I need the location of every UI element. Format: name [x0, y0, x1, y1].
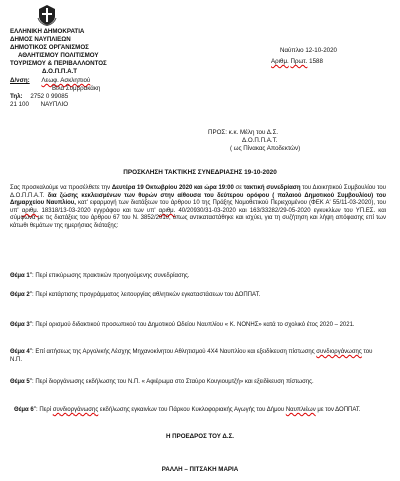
topic-text-end: με τον ΔΟΠΠΑΤ. [315, 407, 361, 413]
protocol-label-a: Αριθμ. [271, 58, 289, 65]
topic-label: Θέμα 3 [10, 322, 30, 328]
document-title: ΠΡΟΣΚΛΗΣΗ ΤΑΚΤΙΚΗΣ ΣΥΝΕΔΡΙΑΣΗΣ 19-10-2020 [123, 169, 277, 176]
header-line-4: ΑΘΛΗΤΙΣΜΟΥ ΠΟΛΙΤΙΣΜΟΥ [18, 52, 99, 59]
topic-text-mid: εκδήλωσης εγκαινίων του Πάρκου Κυκλοφοριακής Αγωγής του Δήμου [98, 407, 286, 413]
date-line: Ναύπλιο 12-10-2020 [280, 47, 337, 54]
protocol-number: 1588 [309, 58, 323, 65]
topic-text-underlined: συνδιοργάνωσης [316, 349, 362, 355]
topic-1 [10, 269, 386, 281]
topic-sup: ο [29, 270, 32, 275]
topic-label: Θέμα 5 [10, 379, 30, 385]
topic-text-underlined-2: Ναυπλιέων [285, 407, 316, 413]
topic-label: Θέμα 2 [10, 292, 30, 298]
recipient-block [208, 129, 368, 153]
topic-5 [10, 375, 386, 387]
topic-sup: ο [29, 289, 32, 294]
intro-regular: τακτική συνεδρίαση [243, 185, 301, 191]
topic-text: : Περί διοργάνωσης εκδήλωσης του Ν.Π. « Αφιέρωμα στο Σταύρο Κουγιουμτζή» και εξειδίκευση πίστωσης. [31, 379, 314, 385]
phone-value: 2752 0 99085 [30, 93, 69, 100]
header-line-3: ΔΗΜΟΤΙΚΟΣ ΟΡΓΑΝΙΣΜΟΣ [10, 44, 89, 51]
city: ΝΑΥΠΛΙΟ [40, 101, 69, 108]
topic-label: Θέμα 1 [10, 273, 30, 279]
topic-label: Θέμα 4 [10, 349, 30, 355]
topic-text-end: του Ν.Π. [10, 349, 373, 363]
topic-sup: ο [29, 319, 32, 324]
topic-text: : Περί ορισμού διδακτικού προσωπικού του Δημοτικού Ωδείου Ναυπλίου « Κ. ΝΟΝΗΣ» κατά το σχολικό έτος 2020 – 2021. [31, 322, 355, 328]
header-line-2: ΔΗΜΟΣ ΝΑΥΠΛΙΕΩΝ [10, 36, 71, 43]
intro-arithm-2: αριθμ. [158, 207, 176, 214]
address-block [10, 77, 180, 109]
header-line-5: ΤΟΥΡΙΣΜΟΥ & ΠΕΡΙΒΑΛΛΟΝΤΟΣ [10, 60, 107, 67]
address-value-2: Βίλα Συμβρακάκη [52, 85, 101, 92]
recipient-line-3: ( ως Πίνακας Αποδεκτών) [230, 145, 301, 152]
topic-text: : Περί [35, 407, 53, 413]
topic-sup: ο [29, 346, 32, 351]
topic-2 [10, 288, 386, 300]
topic-4 [10, 345, 386, 364]
intro-text-4: κατ' εφαρμογή των διατάξεων του άρθρου 10 της Πράξης Νομοθετικού Περιεχομένου (ΦΕΚ Α' 55/11-03-2020), του υπ' [10, 200, 386, 214]
address-label: Δ/νση: [10, 77, 30, 84]
intro-arithm-1: αριθμ. [21, 207, 39, 214]
topic-text-underlined: συνδιοργάνωσης [52, 407, 99, 413]
protocol-label-b: Πρωτ. [290, 58, 308, 65]
intro-text-5: 18318/13-03-2020 εγγράφου και των υπ' [38, 207, 159, 214]
intro-text-6: 40/20930/31-03-2020 και 163/33282/29-05-2020 εγκυκλίων του ΥΠ.ΕΣ. και σύμφωνα με τις διατάξεις του άρθρου 67 του Ν. 3852/2010, όπως αντικαταστάθηκε και ισχύει, για τη συζήτηση και λήψη απόφασης επί των κάτωθι θεμάτων της ημερήσιας διάταξης: [10, 207, 387, 229]
topic-6 [14, 403, 386, 415]
postal-code: 21 100 [10, 101, 29, 108]
org-header [10, 28, 180, 76]
protocol-line [271, 58, 323, 66]
topic-label: Θέμα 6 [14, 407, 34, 413]
intro-location: δια ζώσης κεκλεισμένων των θυρών στην αίθουσα του δεύτερου ορόφου ( παλαιού Δημοτικού Συμβουλίου) του Δημαρχείου Ναυπλίου, [10, 192, 386, 207]
header-line-1: ΕΛΛΗΝΙΚΗ ΔΗΜΟΚΡΑΤΙΑ [10, 28, 85, 35]
signature-name: ΡΑΛΛΗ – ΠΙΤΣΑΚΗ ΜΑΡΙΑ [161, 466, 239, 473]
recipient-line-1: ΠΡΟΣ: κ.κ. Μέλη του Δ.Σ. [208, 129, 279, 136]
topic-text: : Περί επικύρωσης πρακτικών προηγούμενης συνεδρίασης. [31, 273, 190, 279]
greek-emblem [37, 4, 57, 26]
phone-label: Τηλ: [10, 93, 23, 100]
header-line-6: Δ.Ο.Π.Π.Α.Τ [42, 68, 78, 75]
intro-paragraph [10, 185, 386, 231]
topic-3 [10, 318, 386, 330]
intro-text-1: Σας προσκαλούμε να προσέλθετε την [10, 185, 112, 191]
signature-title: Η ΠΡΟΕΔΡΟΣ ΤΟΥ Δ.Σ. [165, 433, 235, 440]
topic-text: : Επί αιτήσεως της Αργολικής Λέσχης Μηχανοκίνητου Αθλητισμού 4Χ4 Ναυπλίου και εξειδίκευση πίστωσης [31, 349, 317, 355]
address-value: Λεωφ. Ασκληπιού [41, 77, 91, 84]
topic-sup: ο [33, 404, 36, 409]
intro-text-3: του Διοικητικού Συμβουλίου του Δ.Ο.Π.Π.Α.Τ. [10, 185, 386, 199]
recipient-line-2: Δ.Ο.Π.Π.Α.Τ. [242, 137, 278, 144]
topic-text: : Περί κατάρτισης προγράμματος λειτουργίας αθλητικών εγκαταστάσεων του ΔΟΠΠΑΤ. [31, 292, 261, 298]
intro-date: Δευτέρα 19 Οκτωβρίου 2020 και ώρα 19:00 [111, 185, 234, 191]
intro-text-2: σε [233, 185, 244, 191]
topic-sup: ο [29, 376, 32, 381]
